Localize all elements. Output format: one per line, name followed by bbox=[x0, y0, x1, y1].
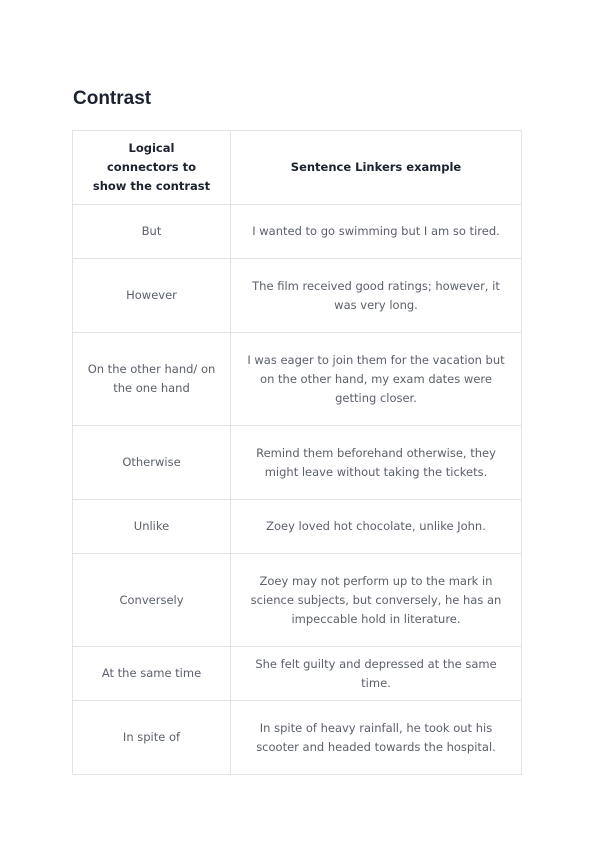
table-row bbox=[73, 259, 522, 333]
column-header-connectors: Logical connectors to show the contrast bbox=[73, 131, 231, 205]
page-title: Contrast bbox=[73, 88, 152, 109]
contrast-connectors-table bbox=[72, 130, 522, 775]
table-row bbox=[73, 426, 522, 500]
example-cell: Remind them beforehand otherwise, they might leave without taking the tickets. bbox=[231, 426, 522, 500]
example-cell: The film received good ratings; however, it was very long. bbox=[231, 259, 522, 333]
connector-cell: But bbox=[73, 205, 231, 259]
example-cell: I wanted to go swimming but I am so tired. bbox=[231, 205, 522, 259]
table-row bbox=[73, 205, 522, 259]
connector-cell: Otherwise bbox=[73, 426, 231, 500]
example-cell: Zoey loved hot chocolate, unlike John. bbox=[231, 500, 522, 554]
table-row bbox=[73, 554, 522, 647]
table-row bbox=[73, 701, 522, 775]
connector-cell: On the other hand/ on the one hand bbox=[73, 333, 231, 426]
connector-cell: Conversely bbox=[73, 554, 231, 647]
connector-cell: In spite of bbox=[73, 701, 231, 775]
example-cell: She felt guilty and depressed at the same time. bbox=[231, 647, 522, 701]
example-cell: I was eager to join them for the vacation but on the other hand, my exam dates were getting closer. bbox=[231, 333, 522, 426]
table-row bbox=[73, 647, 522, 701]
connector-cell: Unlike bbox=[73, 500, 231, 554]
column-header-examples: Sentence Linkers example bbox=[231, 131, 522, 205]
table-header-row bbox=[73, 131, 522, 205]
connector-cell: However bbox=[73, 259, 231, 333]
connector-cell: At the same time bbox=[73, 647, 231, 701]
example-cell: Zoey may not perform up to the mark in science subjects, but conversely, he has an impeccable hold in literature. bbox=[231, 554, 522, 647]
example-cell: In spite of heavy rainfall, he took out his scooter and headed towards the hospital. bbox=[231, 701, 522, 775]
table-row bbox=[73, 500, 522, 554]
table-row bbox=[73, 333, 522, 426]
